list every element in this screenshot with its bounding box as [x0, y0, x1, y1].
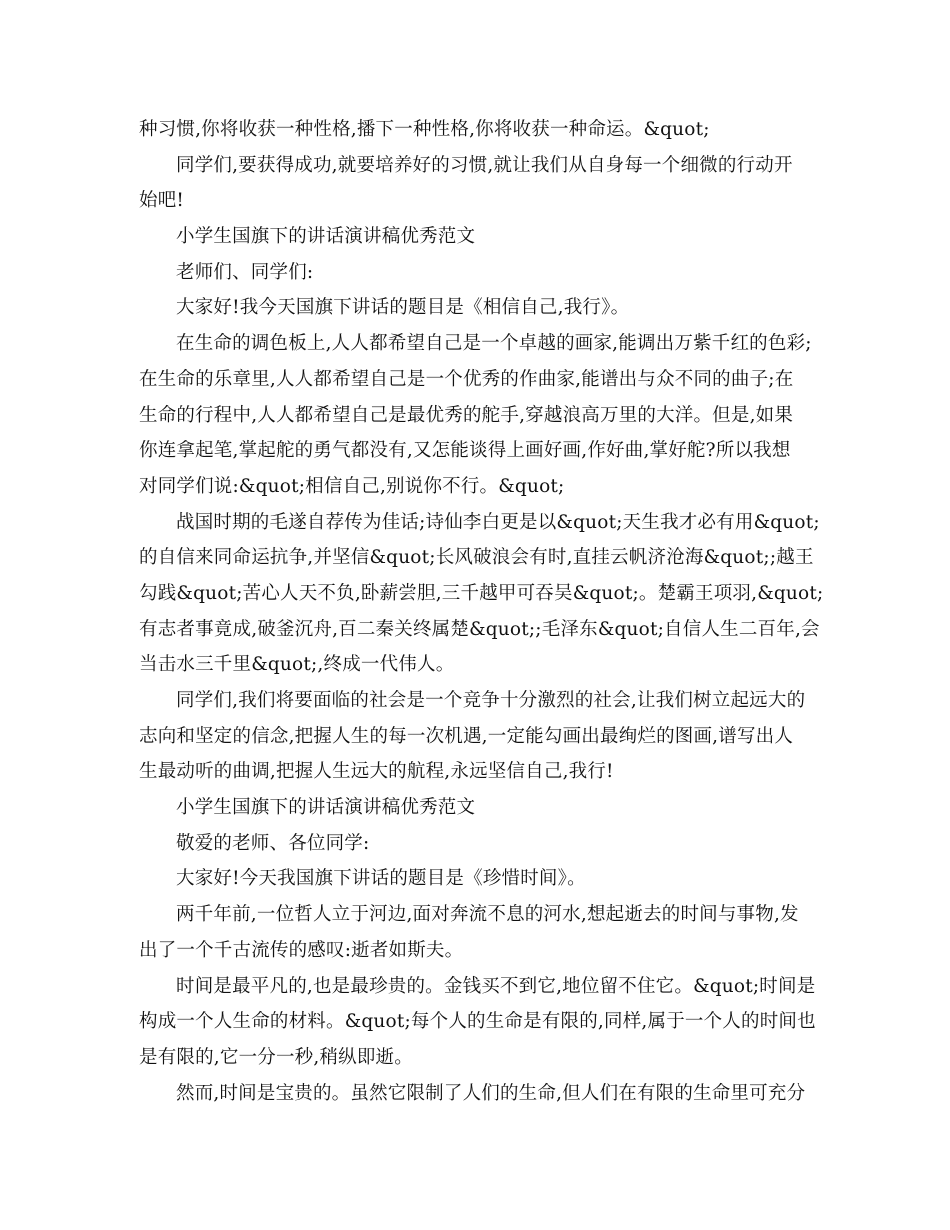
- text-line: 是有限的,它一分一秒,稍纵即逝。: [139, 1046, 413, 1068]
- document-body: [139, 112, 824, 1111]
- text-line: 对同学们说:&quot;相信自己,别说你不行。&quot;: [139, 475, 565, 497]
- text-line: 当击水三千里&quot;,终成一代伟人。: [139, 654, 455, 676]
- text-line: 同学们,要获得成功,就要培养好的习惯,就让我们从自身每一个细微的行动开: [176, 154, 793, 176]
- text-line: 在生命的乐章里,人人都希望自己是一个优秀的作曲家,能谱出与众不同的曲子;在: [139, 368, 794, 390]
- text-line: 有志者事竟成,破釜沉舟,百二秦关终属楚&quot;;毛泽东&quot;自信人生二百年,会: [139, 618, 820, 640]
- text-line: 敬爱的老师、各位同学:: [176, 832, 370, 854]
- text-line: 构成一个人生命的材料。&quot;每个人的生命是有限的,同样,属于一个人的时间也: [139, 1011, 816, 1033]
- text-line: 两千年前,一位哲人立于河边,面对奔流不息的河水,想起逝去的时间与事物,发: [176, 904, 799, 926]
- text-line: 的自信来同命运抗争,并坚信&quot;长风破浪会有时,直挂云帆济沧海&quot;;越王: [139, 547, 814, 569]
- text-line: 大家好!今天我国旗下讲话的题目是《珍惜时间》。: [176, 868, 586, 890]
- text-line: 时间是最平凡的,也是最珍贵的。金钱买不到它,地位留不住它。&quot;时间是: [176, 975, 816, 997]
- text-line: 在生命的调色板上,人人都希望自己是一个卓越的画家,能调出万紫千红的色彩;: [176, 333, 812, 355]
- text-line: 你连拿起笔,掌起舵的勇气都没有,又怎能谈得上画好画,作好曲,掌好舵?所以我想: [139, 440, 791, 462]
- text-line: 志向和坚定的信念,把握人生的每一次机遇,一定能勾画出最绚烂的图画,谱写出人: [139, 725, 794, 747]
- text-line: 小学生国旗下的讲话演讲稿优秀范文: [176, 797, 476, 819]
- text-line: 始吧!: [139, 190, 185, 212]
- text-line: 生最动听的曲调,把握人生远大的航程,永远坚信自己,我行!: [139, 761, 614, 783]
- text-line: 战国时期的毛遂自荐传为佳话;诗仙李白更是以&quot;天生我才必有用&quot;: [176, 511, 820, 533]
- text-line: 同学们,我们将要面临的社会是一个竞争十分激烈的社会,让我们树立起远大的: [176, 690, 806, 711]
- text-line: 老师们、同学们:: [176, 261, 314, 283]
- text-line: 小学生国旗下的讲话演讲稿优秀范文: [176, 226, 476, 248]
- text-line: 然而,时间是宝贵的。虽然它限制了人们的生命,但人们在有限的生命里可充分: [176, 1082, 806, 1104]
- text-line: 勾践&quot;苦心人天不负,卧薪尝胆,三千越甲可吞吴&quot;。楚霸王项羽,&quot;: [139, 582, 824, 604]
- text-line: 种习惯,你将收获一种性格,播下一种性格,你将收获一种命运。&quot;: [139, 119, 710, 140]
- text-line: 生命的行程中,人人都希望自己是最优秀的舵手,穿越浪高万里的大洋。但是,如果: [139, 404, 794, 426]
- text-line: 出了一个千古流传的感叹:逝者如斯夫。: [139, 939, 464, 961]
- text-line: 大家好!我今天国旗下讲话的题目是《相信自己,我行》。: [176, 297, 630, 319]
